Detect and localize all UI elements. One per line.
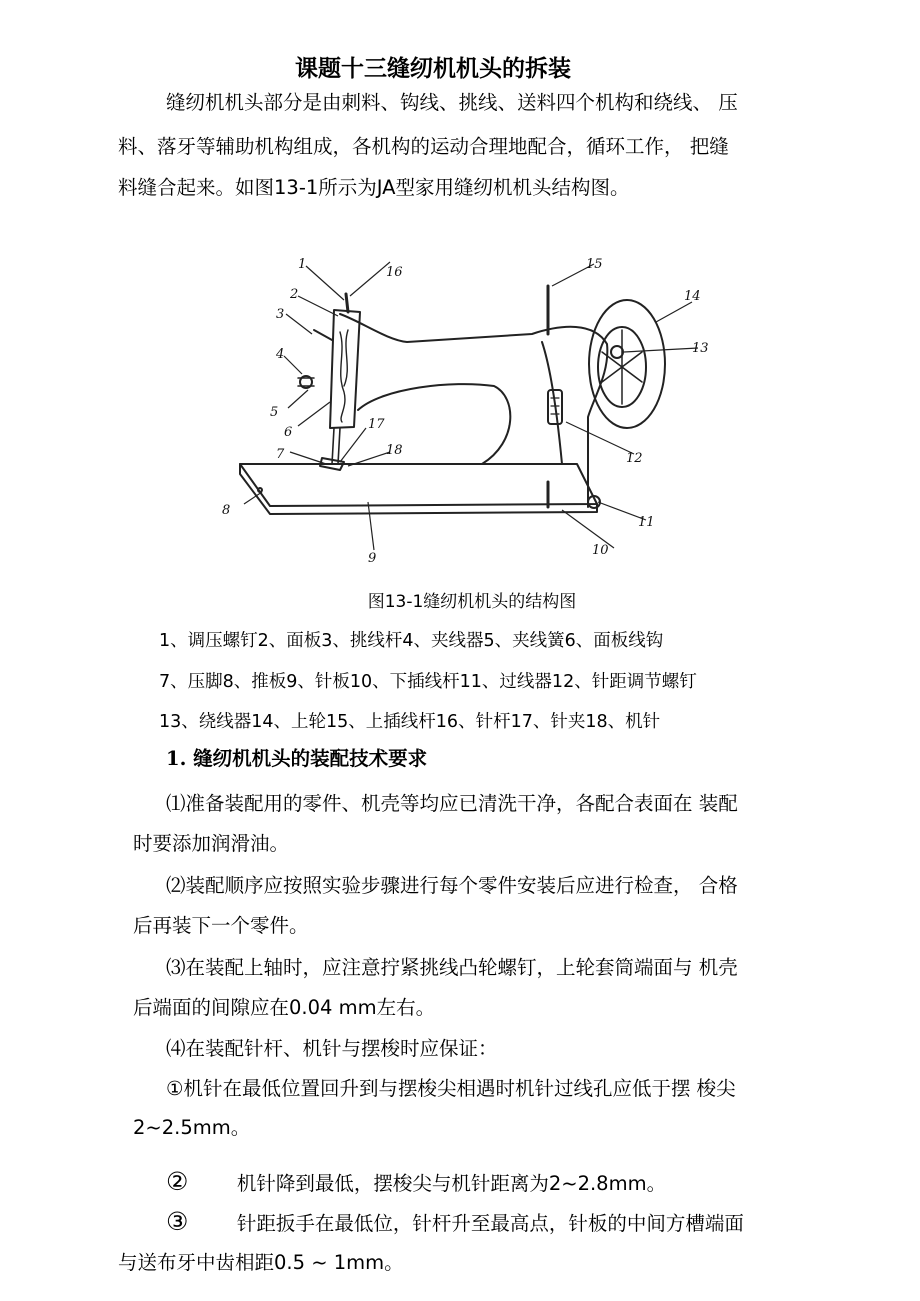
requirement-1-text: 准备装配用的零件、机壳等均应已清洗干净，各配合表面在 装配 (185, 792, 738, 815)
section-title: 缝纫机机头的装配技术要求 (193, 747, 428, 770)
figure-label-16: 16 (386, 265, 403, 280)
sub-requirement-1-text: 机针在最低位置回升到与摆梭尖相遇时机针过线孔应低于摆 梭尖 (183, 1077, 736, 1100)
requirement-3-mark: ⑶ (166, 956, 186, 979)
figure-label-1: 1 (298, 257, 307, 272)
sub-requirement-1-cont: 2~2.5mm。 (133, 1116, 251, 1139)
figure-label-17: 17 (368, 417, 385, 432)
sub-requirement-2-mark: ② (166, 1167, 189, 1196)
requirement-4-mark: ⑷ (166, 1037, 186, 1060)
sewing-machine-figure (222, 252, 712, 565)
requirement-3-cont: 后端面的间隙应在0.04 mm左右。 (133, 996, 436, 1019)
needle-bar (332, 428, 340, 464)
figure-label-14: 14 (684, 289, 701, 304)
requirement-1 (166, 784, 738, 824)
requirement-4 (166, 1029, 498, 1069)
intro-line-1: 缝纫机机头部分是由刺料、钩线、挑线、送料四个机构和绕线、 压 (166, 91, 738, 114)
sub-requirement-3-text: 针距扳手在最低位，针杆升至最高点，针板的中间方槽端面 (236, 1212, 744, 1235)
sub-requirement-1 (166, 1069, 736, 1109)
sub-requirement-1-mark: ① (166, 1077, 184, 1100)
legend-line-3: 13、绕线器14、上轮15、上插线杆16、针杆17、针夹18、机针 (159, 712, 661, 732)
figure-label-10: 10 (592, 543, 609, 558)
requirement-1-mark: ⑴ (166, 792, 186, 815)
legend-line-2: 7、压脚8、推板9、针板10、下插线杆11、过线器12、针距调节螺钉 (159, 672, 697, 692)
figure-label-13: 13 (692, 341, 709, 356)
sub-requirement-3 (166, 1202, 744, 1244)
face-plate (330, 310, 360, 428)
intro-line-2: 料、落牙等辅助机构组成，各机构的运动合理地配合，循环工作， 把缝 (118, 135, 729, 158)
figure-label-9: 9 (368, 551, 377, 565)
sub-requirement-3-mark: ③ (166, 1207, 189, 1236)
requirement-4-text: 在装配针杆、机针与摆梭时应保证： (185, 1037, 498, 1060)
figure-label-3: 3 (276, 307, 285, 322)
figure-label-4: 4 (276, 347, 285, 362)
requirement-1-cont: 时要添加润滑油。 (133, 832, 290, 855)
figure-label-6: 6 (284, 425, 293, 440)
figure-label-5: 5 (270, 405, 279, 420)
figure-label-7: 7 (276, 447, 285, 462)
requirement-3 (166, 948, 738, 988)
machine-bed (240, 464, 597, 506)
page-title: 课题十三缝纫机机头的拆装 (295, 56, 571, 82)
machine-arm (340, 314, 607, 507)
section-heading (166, 743, 427, 771)
intro-line-3: 料缝合起来。如图13-1所示为JA型家用缝纫机机头结构图。 (118, 176, 630, 199)
sub-requirement-2-text: 机针降到最低，摆梭尖与机针距离为2~2.8mm。 (236, 1172, 667, 1195)
section-number: 1. (166, 747, 187, 770)
figure-label-15: 15 (586, 257, 603, 272)
figure-label-18: 18 (386, 443, 403, 458)
requirement-2-cont: 后再装下一个零件。 (133, 914, 309, 937)
requirement-2-mark: ⑵ (166, 874, 186, 897)
sub-requirement-3-cont: 与送布牙中齿相距0.5 ~ 1mm。 (118, 1251, 404, 1274)
sub-requirement-2 (166, 1162, 666, 1204)
requirement-2-text: 装配顺序应按照实验步骤进行每个零件安装后应进行检查， 合格 (185, 874, 738, 897)
requirement-2 (166, 866, 738, 906)
requirement-3-text: 在装配上轴时，应注意拧紧挑线凸轮螺钉，上轮套筒端面与 机壳 (185, 956, 738, 979)
legend-line-1: 1、调压螺钉2、面板3、挑线杆4、夹线器5、夹线簧6、面板线钩 (159, 631, 664, 651)
figure-label-8: 8 (222, 503, 231, 518)
figure-caption: 图13-1缝纫机机头的结构图 (367, 592, 577, 612)
figure-label-11: 11 (638, 515, 655, 530)
figure-label-12: 12 (626, 451, 643, 466)
figure-label-2: 2 (290, 287, 299, 302)
